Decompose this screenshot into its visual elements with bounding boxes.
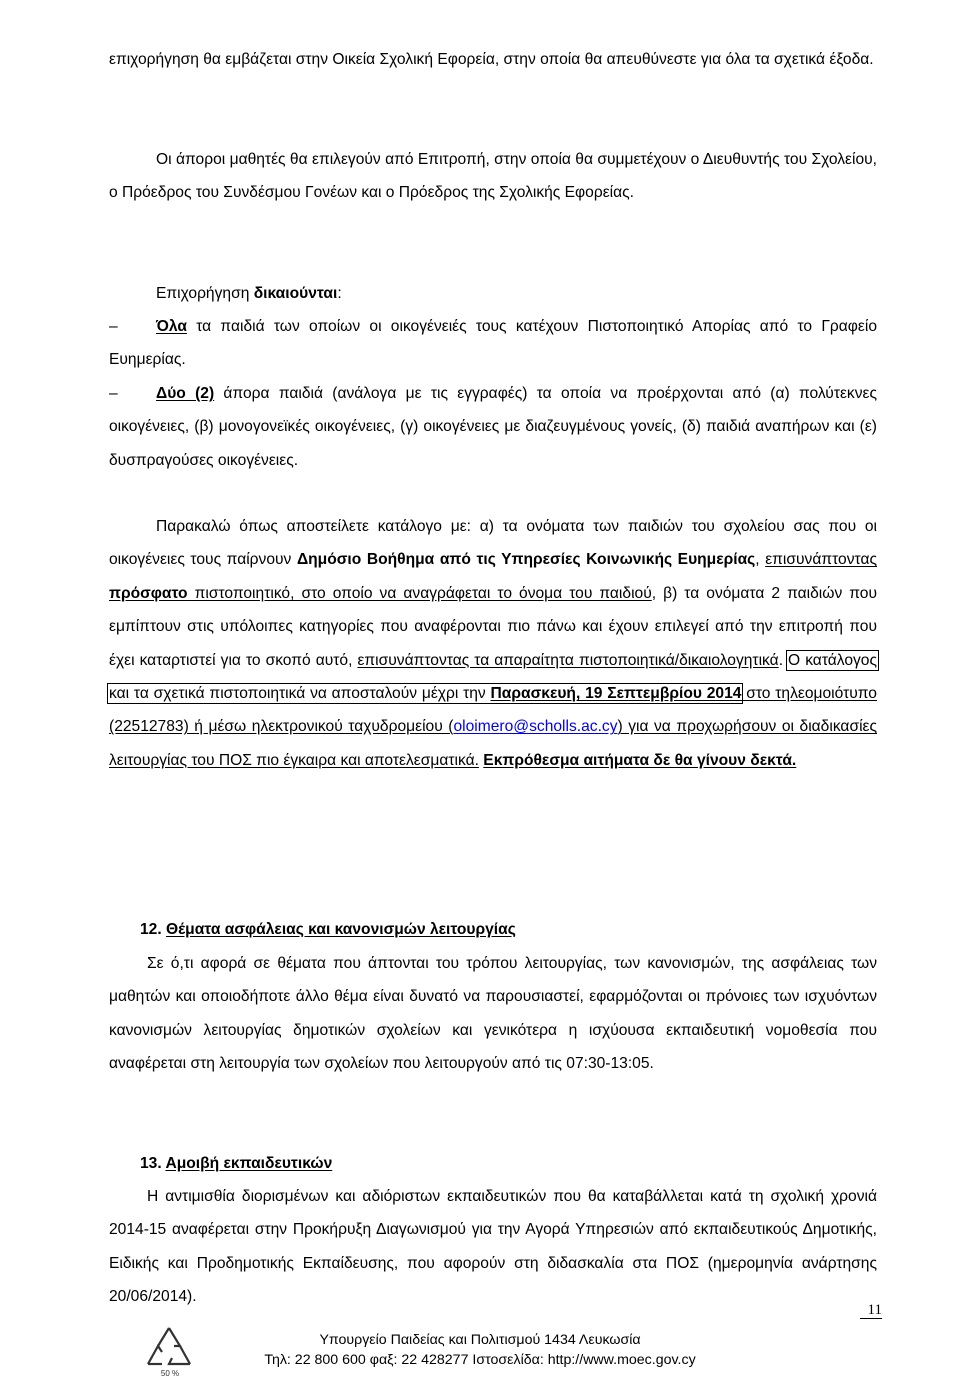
recycle-icon xyxy=(140,1322,198,1380)
paragraph-teacher-pay xyxy=(109,1180,877,1314)
paragraph-selection-committee xyxy=(109,143,877,210)
underlined-text: πιστοποιητικό, στο οποίο να αναγράφεται το όνομα του παιδιού xyxy=(187,584,652,602)
dash-bullet-icon: – xyxy=(109,318,118,335)
paragraph-text: , β) τα ονόματα 2 παιδιών που εμπίπτουν στις υπόλοιπες κατηγορίες που αναφέρονται πιο πάνω και έχουν επιλεγεί από την επιτροπή που έχει καταρτιστεί για το σκοπό αυτό, xyxy=(109,584,878,669)
deadline-date: Παρασκευή, 19 Σεπτεμβρίου 2014 xyxy=(490,685,742,703)
section-number: 13. xyxy=(140,1155,166,1172)
paragraph-text: άπορα παιδιά (ανάλογα με τις εγγραφές) τα οποία να προέρχονται από (α) πολύτεκνες οικογένειες, (β) μονογονεϊκές οικογένειες, (γ) οικογένειες με διαζευγμένους γονείς, (δ) παιδιά αναπήρων και (ε) δυσπραγούσες οικογένειες. xyxy=(109,385,877,469)
section-number: 12. xyxy=(140,921,167,938)
section-heading-13 xyxy=(140,1147,332,1180)
paragraph-text: , xyxy=(755,551,766,569)
paragraph-text: Σε ό,τι αφορά σε θέματα που άπτονται του τρόπου λειτουργίας, των κανονισμών, της ασφάλειας των μαθητών και οποιοδήποτε άλλο θέμα είναι δυνατό να παρουσιαστεί, εφαρμόζονται οι πρόνοιες των ισχυόντων κανονισμών λειτουργίας δημοτικών σχολείων και γενικότερα η ισχύουσα εκπαιδευτική νομοθεσία που αναφέρεται στη λειτουργία των σχολείων που λειτουργούν από τις 07:30-13:05. xyxy=(109,955,877,1073)
underlined-text: ) για να προχωρήσουν οι διαδικασίες λειτουργίας του ΠΟΣ πιο έγκαιρα και αποτελεσματικά. xyxy=(109,718,877,769)
paragraph-eligibility-heading xyxy=(109,277,877,310)
underlined-text: επισυνάπτοντας xyxy=(765,551,877,569)
section-heading-12 xyxy=(140,913,516,946)
bullet-item-all-children xyxy=(109,310,877,377)
paragraph-text: επιχορήγηση θα εμβάζεται στην Οικεία Σχολική Εφορεία, στην οποία θα απευθύνεστε για όλα τα σχετικά έξοδα. xyxy=(109,51,874,68)
bold-term: δικαιούνται xyxy=(253,285,338,302)
paragraph-funding-intro xyxy=(109,43,877,76)
boxed-text: Ο κατάλογος και τα σχετικά πιστοποιητικά να αποσταλούν μέχρι την xyxy=(109,651,877,703)
bold-underlined-term: πρόσφατο xyxy=(109,584,188,602)
paragraph-text: τα παιδιά των οποίων οι οικογένειές τους κατέχουν Πιστοποιητικό Απορίας από το Γραφείο Ευημερίας. xyxy=(109,318,877,369)
bold-term: Όλα xyxy=(156,318,187,335)
paragraph-text: Η αντιμισθία διορισμένων και αδιόριστων εκπαιδευτικών που θα καταβάλλεται κατά τη σχολική χρονιά 2014-15 αναφέρεται στην Προκήρυξη Διαγωνισμού για την Αγορά Υπηρεσιών από εκπαιδευτικούς Δημοτικής, Ειδικής και Προδημοτικής Εκπαίδευσης, που αφορούν στη διδασκαλία στα ΠΟΣ (ημερομηνία ανάρτησης 20/06/2014). xyxy=(109,1188,877,1306)
bold-term: Δημόσιο Βοήθημα από τις Υπηρεσίες Κοινωνικής Ευημερίας xyxy=(296,551,756,569)
section-title: Θέματα ασφάλειας και κανονισμών λειτουργίας xyxy=(166,921,516,938)
logo-label: 50 % xyxy=(160,1369,180,1378)
paragraph-text: : xyxy=(337,285,342,302)
section-title: Αμοιβή εκπαιδευτικών xyxy=(165,1155,333,1172)
underlined-text: επισυνάπτοντας τα απαραίτητα πιστοποιητικά/δικαιολογητικά xyxy=(357,651,779,669)
paragraph-safety-rules xyxy=(109,947,877,1081)
bullet-item-two-children xyxy=(109,377,877,477)
page-number: 11 xyxy=(867,1302,882,1318)
footer-rule xyxy=(860,1318,882,1319)
dash-bullet-icon: – xyxy=(109,385,118,402)
footer-address: Υπουργείο Παιδείας και Πολιτισμού 1434 Λευκωσία xyxy=(319,1332,641,1348)
paragraph-text: Επιχορήγηση xyxy=(156,285,254,302)
underlined-text: στο τηλεομοιότυπο (22512783) ή μέσω ηλεκτρονικού ταχυδρομείου ( xyxy=(109,685,877,736)
paragraph-text: Οι άποροι μαθητές θα επιλεγούν από Επιτροπή, στην οποία θα συμμετέχουν ο Διευθυντής του Σχολείου, ο Πρόεδρος του Συνδέσμου Γονέων και ο Πρόεδρος της Σχολικής Εφορείας. xyxy=(109,151,877,202)
email-link[interactable]: oloimero@scholls.ac.cy xyxy=(453,718,618,736)
paragraph-list-request xyxy=(109,510,877,777)
footer-contact: Τηλ: 22 800 600 φαξ: 22 428277 Ιστοσελίδα: http://www.moec.gov.cy xyxy=(264,1352,696,1368)
paragraph-text: Παρακαλώ όπως αποστείλετε κατάλογο με: α) τα ονόματα των παιδιών του σχολείου σας που οι οικογένειες τους παίρνουν xyxy=(109,518,877,569)
bold-term: Δύο (2) xyxy=(156,385,215,402)
paragraph-text: . xyxy=(778,651,789,669)
bold-underlined-term: Εκπρόθεσμα αιτήματα δε θα γίνουν δεκτά. xyxy=(483,751,797,769)
